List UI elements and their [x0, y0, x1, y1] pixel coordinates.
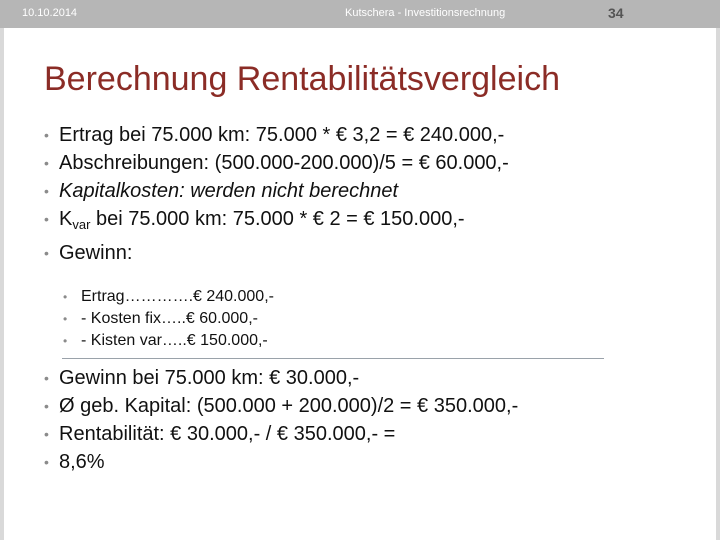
bullet-item — [44, 392, 518, 420]
slide-date: 10.10.2014 — [22, 7, 78, 19]
bullet-item — [44, 149, 509, 177]
bullet-item — [44, 239, 509, 267]
bullet-item — [44, 364, 518, 392]
sub-bullet-text: - Kisten var…..€ 150.000,- — [81, 332, 268, 349]
slide-number: 34 — [608, 5, 624, 21]
bullet-list-bottom — [44, 364, 518, 476]
bullet-icon: • — [63, 312, 68, 326]
left-border — [0, 28, 4, 540]
bullet-item — [44, 420, 518, 448]
bullet-icon: • — [44, 454, 49, 470]
bullet-icon: • — [63, 334, 68, 348]
sub-bullet-item — [63, 308, 274, 330]
bullet-icon: • — [44, 245, 49, 261]
sub-bullet-text: Ertrag………….€ 240.000,- — [81, 288, 274, 305]
bullet-item — [44, 448, 518, 476]
bullet-text: Ertrag bei 75.000 km: 75.000 * € 3,2 = € 240.000,- — [59, 124, 505, 146]
slide-footer: Kutschera - Investitionsrechnung — [345, 7, 506, 19]
right-border — [716, 28, 720, 540]
divider-line — [62, 358, 604, 359]
sub-bullet-text: - Kosten fix…..€ 60.000,- — [81, 310, 258, 327]
bullet-text: Gewinn bei 75.000 km: € 30.000,- — [59, 367, 360, 389]
sub-bullet-item — [63, 330, 274, 352]
bullet-item — [44, 177, 509, 205]
sub-bullet-item — [63, 286, 274, 308]
bullet-icon: • — [44, 183, 49, 199]
bullet-icon: • — [44, 127, 49, 143]
bullet-text: Rentabilität: € 30.000,- / € 350.000,- = — [59, 423, 396, 445]
bullet-icon: • — [44, 426, 49, 442]
bullet-text: 8,6% — [59, 451, 105, 473]
bullet-icon: • — [44, 398, 49, 414]
bullet-icon: • — [44, 370, 49, 386]
bullet-icon: • — [44, 211, 49, 227]
slide-title: Berechnung Rentabilitätsvergleich — [44, 60, 560, 98]
bullet-list-top — [44, 121, 509, 267]
bullet-text: Kapitalkosten: werden nicht berechnet — [59, 180, 399, 202]
bullet-icon: • — [44, 155, 49, 171]
bullet-text-prefix: K — [59, 208, 73, 230]
bullet-text: Gewinn: — [59, 242, 133, 264]
bullet-item — [44, 121, 509, 149]
bullet-text: Abschreibungen: (500.000-200.000)/5 = € 60.000,- — [59, 152, 509, 174]
top-bar — [0, 0, 720, 28]
sub-bullet-list — [63, 286, 274, 352]
bullet-icon: • — [63, 290, 68, 304]
bullet-text-subscript: var — [72, 217, 91, 232]
bullet-text-rest: bei 75.000 km: 75.000 * € 2 = € 150.000,- — [90, 208, 465, 230]
bullet-item — [44, 205, 509, 239]
bullet-text: Ø geb. Kapital: (500.000 + 200.000)/2 = € 350.000,- — [59, 395, 519, 417]
